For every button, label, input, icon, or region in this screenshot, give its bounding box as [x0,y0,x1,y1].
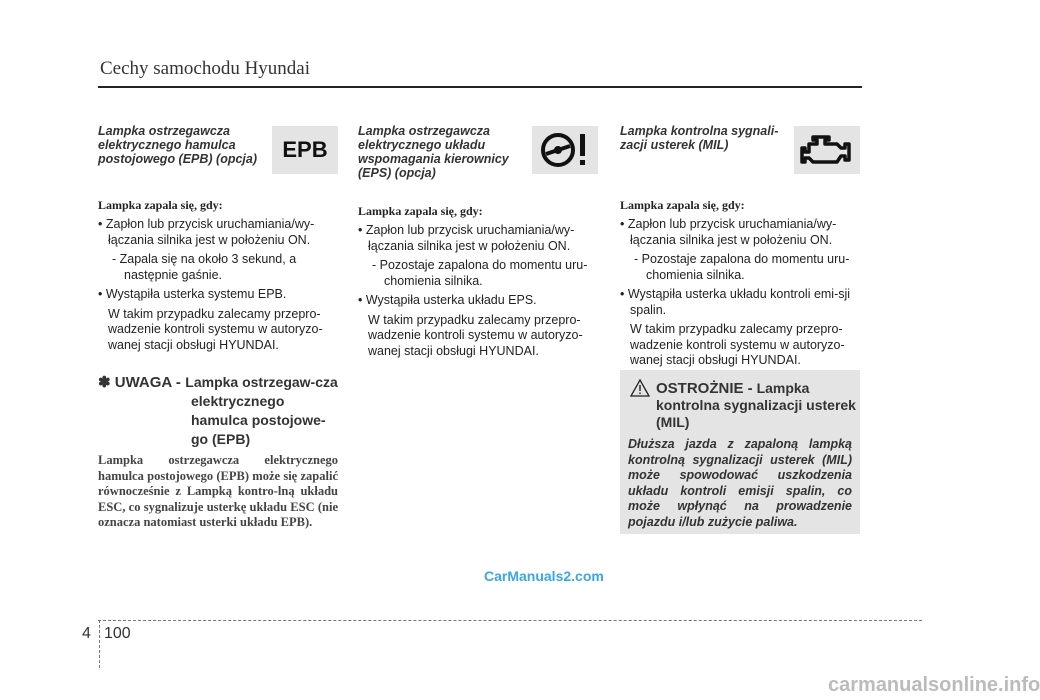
engine-check-icon [794,126,860,174]
eps-item-malfunction: • Wystąpiła usterka układu EPS. [358,293,598,309]
caution-title: OSTROŻNIE - [656,380,753,397]
epb-section-header [98,124,338,174]
note-title: ✽ UWAGA - [98,374,181,391]
column-epb [98,124,338,531]
eps-lead: Lampka zapala się, gdy: [358,204,483,218]
mil-item-malfunction-detail: W takim przypadku zalecamy przepro-wadzenie kontroli systemu w autoryzo-wanej stacji obsługi HYUNDAI. [630,322,845,367]
epb-section-title: Lampka ostrzegawcza elektrycznego hamulca postojowego (EPB) (opcja) [98,124,258,166]
mil-item-ignition: • Zapłon lub przycisk uruchamiania/wy-łączania silnika jest w położeniu ON. [620,217,860,248]
mil-section-header [620,124,860,174]
caution-header [620,370,860,431]
epb-note [98,373,338,531]
page-number: 100 [104,625,131,642]
epb-icon-label: EPB [282,137,328,162]
note-subtitle: Lampka ostrzegaw-cza elektrycznego hamulca postojowe-go (EPB) [185,374,338,447]
column-eps [358,124,598,359]
page-header-title: Cechy samochodu Hyundai [100,58,311,79]
mil-item-ignition-detail: - Pozostaje zapalona do momentu uru-chomienia silnika. [634,252,850,282]
footer-rule [98,620,922,621]
footer-divider [99,620,100,668]
eps-item-malfunction-detail: W takim przypadku zalecamy przepro-wadzenie kontroli systemu w autoryzo-wanej stacji obsługi HYUNDAI. [368,312,583,358]
caution-box [620,370,860,534]
epb-lead: Lampka zapala się, gdy: [98,198,223,212]
eps-item-ignition-detail: - Pozostaje zapalona do momentu uru-chomienia silnika. [372,258,588,288]
header-rule [98,86,862,88]
mil-section-title: Lampka kontrolna sygnali-zacji usterek (MIL) [620,124,779,152]
footer-site-mark: carmanualsonline.info [828,674,1040,696]
warning-triangle-icon [630,379,650,397]
column-mil [620,124,860,369]
epb-item-malfunction-detail: W takim przypadku zalecamy przepro-wadzenie kontroli systemu w autoryzo-wanej stacji obsługi HYUNDAI. [108,306,323,352]
chapter-number: 4 [82,625,91,642]
eps-section-title: Lampka ostrzegawcza elektrycznego układu wspomagania kierownicy (EPS) (opcja) [358,124,509,180]
caution-body: Dłuższa jazda z zapaloną lampką kontrolną sygnalizacji usterek (MIL) może spowodować uszkodzenia układu kontroli emisji spalin, co może wpłynąć na prowadzenie pojazdu i/lub zużycie paliwa. [628,437,852,529]
steering-warning-icon [532,126,598,174]
eps-section-header [358,124,598,180]
watermark-link[interactable]: CarManuals2.com [484,568,604,584]
note-body: Lampka ostrzegawcza elektrycznego hamulca postojowego (EPB) może się zapalić równocześnie z Lampką kontro-lną układu ESC, co sygnalizuje usterkę układu ESC (nie oznacza natomiast usterki układu EPB). [98,453,338,529]
epb-indicator-icon [272,126,338,174]
caution-subtitle: Lampka kontrolna sygnalizacji usterek (MIL) [656,380,856,430]
epb-item-ignition-detail: - Zapala się na około 3 sekund, a następnie gaśnie. [112,252,297,282]
mil-item-malfunction: • Wystąpiła usterka układu kontroli emi-sji spalin. [620,287,860,318]
mil-lead: Lampka zapala się, gdy: [620,198,745,212]
epb-item-malfunction: • Wystąpiła usterka systemu EPB. [98,287,338,303]
eps-item-ignition: • Zapłon lub przycisk uruchamiania/wy-łączania silnika jest w położeniu ON. [358,223,598,254]
epb-item-ignition: • Zapłon lub przycisk uruchamiania/wy-łączania silnika jest w położeniu ON. [98,217,338,248]
caution-title-block [650,380,860,431]
